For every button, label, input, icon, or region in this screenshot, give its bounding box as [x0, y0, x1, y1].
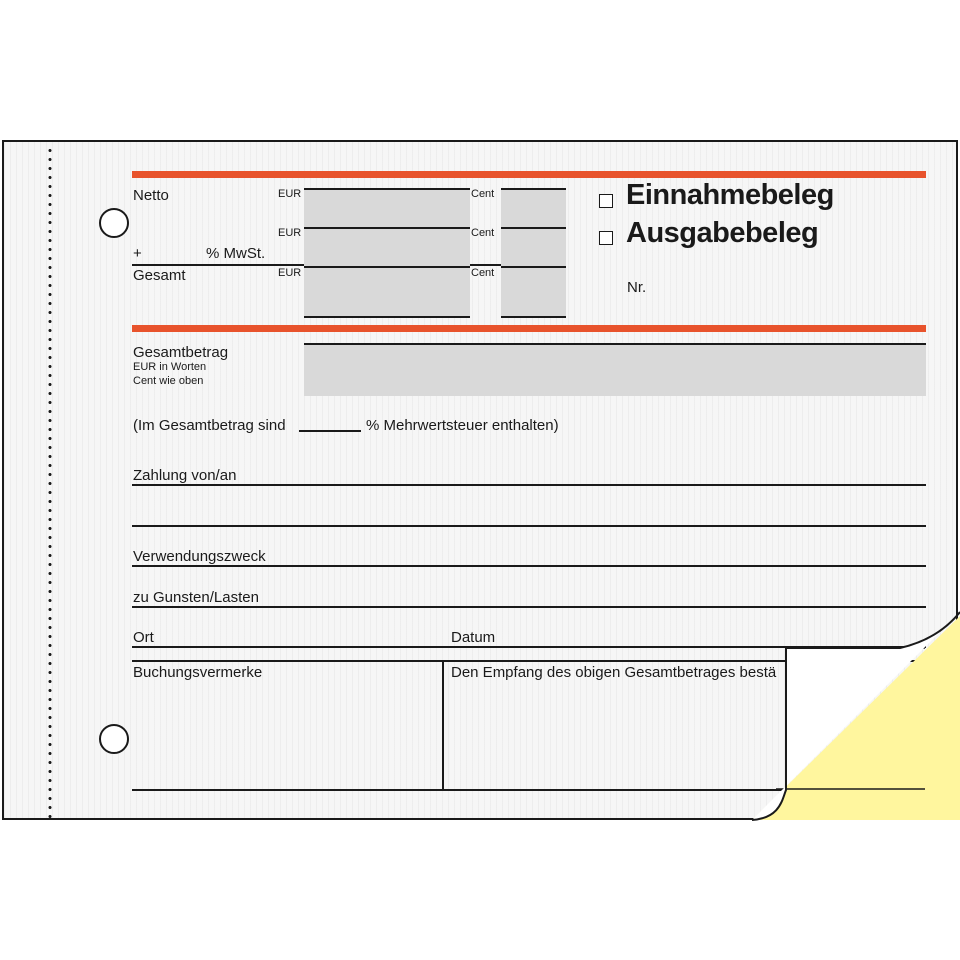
cent-label-gesamt: Cent — [471, 267, 495, 279]
gesamt-label: Gesamt — [133, 267, 186, 284]
ausgabebeleg-title: Ausgabebeleg — [626, 217, 819, 249]
empfang-label: Den Empfang des obigen Gesamtbetrages bestä — [451, 664, 777, 681]
einnahmebeleg-title: Einnahmebeleg — [626, 179, 834, 211]
eur-in-worten-label: EUR in Worten — [133, 361, 207, 373]
verwendungszweck-label: Verwendungszweck — [133, 548, 266, 565]
mwst-sentence-start: (Im Gesamtbetrag sind — [133, 417, 286, 434]
mwst-label: % MwSt. — [206, 245, 266, 262]
zahlung-label: Zahlung von/an — [133, 467, 237, 484]
cent-wie-oben-label: Cent wie oben — [133, 375, 204, 387]
cent-label-mwst: Cent — [471, 227, 495, 239]
cent-label-netto: Cent — [471, 188, 495, 200]
eur-label-netto: EUR — [278, 188, 302, 200]
eur-label-mwst: EUR — [278, 227, 302, 239]
nr-label: Nr. — [627, 279, 647, 296]
gesamtbetrag-label: Gesamtbetrag — [133, 344, 229, 361]
mwst-sentence-end: % Mehrwertsteuer enthalten) — [366, 417, 559, 434]
netto-label: Netto — [133, 187, 169, 204]
eur-label-gesamt: EUR — [278, 267, 302, 279]
ort-label: Ort — [133, 629, 154, 646]
plus-label: + — [133, 245, 142, 262]
buchungsvermerke-label: Buchungsvermerke — [133, 664, 263, 681]
gunsten-label: zu Gunsten/Lasten — [133, 589, 259, 606]
datum-label: Datum — [451, 629, 496, 646]
